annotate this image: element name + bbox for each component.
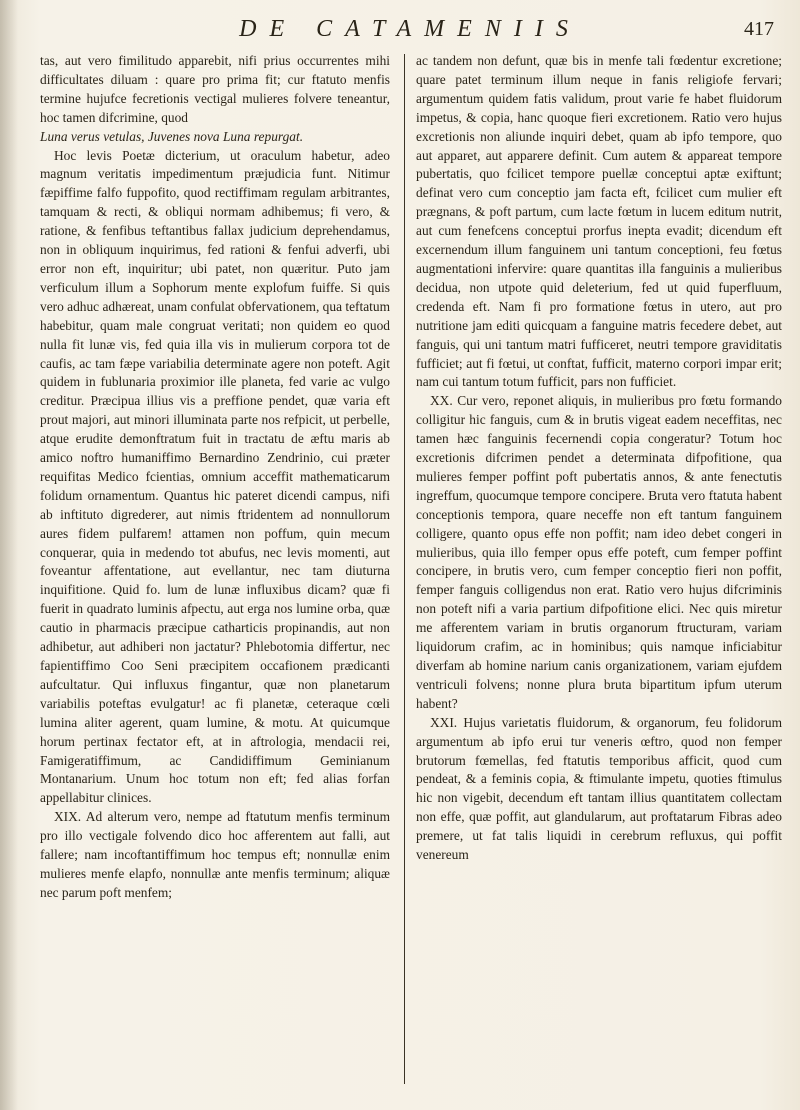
paragraph: XIX. Ad alterum vero, nempe ad ftatutum menfis terminum pro illo vectigale folvendo dico hoc afferentem aut falli, aut fallere; nam incoftantiffimum hoc tempus eft; nonnullæ enim mulieres menfe elapfo, nonnullæ ante menfis terminum; aliquæ nec parum poft menfem; bbox=[40, 809, 390, 900]
running-title: DE CATAMENIIS bbox=[239, 16, 581, 42]
page-number: 417 bbox=[744, 18, 774, 40]
paragraph: ac tandem non defunt, quæ bis in menfe tali fœdentur excretione; quare patet terminum illum neque in fanis religiofe fervari; argumentum quidem fatis validum, prout varie fe habet fluidorum impetus, & copia, hanc quoque fieri excretionem. Ratio vero hujus excretionis non aliunde inquiri debet, quam ab ipfo tempore, quo aut apparet, aut apparere definit. Cum autem & appareat tempore pubertatis, quo fcilicet tempore puellæ conceptui aptæ exiftunt; definat vero cum conceptio jam facta eft, fcilicet cum mulier eft prægnans, & poft partum, cum lacte fœtum in lucem editum nutrit, aut cum fenefcens conceptui prorfus inepta evadit; dicendum eft excernendum illum fanguinem uni tantum conceptioni, feu fœtus augmentationi infervire: quare quantitas illa fanguinis a mulieribus decidua, non utpote quid deleterium, fed ut quid fuperfluum, credenda eft. Nam fi pro formatione fœtus in utero, aut pro nutritione jam editi quicquam a fanguine matris fecedere debet, aut fanguis, qui uni tantum matri fufficeret, neutri tempore graviditatis fufficiet; aut fi fœtui, ut conftat, fufficit, materno corpori impar erit; nam cui tantum totum fufficit, pars non fufficiet. bbox=[416, 53, 782, 390]
paragraph: XX. Cur vero, reponet aliquis, in mulieribus pro fœtu formando colligitur hic fanguis, cum & in brutis vigeat eadem neceffitas, nec tamen hæc fanguinis fecernendi copia congeratur? Totum hoc excretionis difcrimen pendet a determinata difpofitione, qua mulieres femper poffint poft pubertatis annos, & ante fenectutis ingreffum, quocumque tempore concipere. Bruta vero ftatuta habent conceptionis tempora, quare neceffe non eft tantum fanguinem colligere, quanto opus effe non poffit; nam ideo debet congeri in mulieribus, quia illo femper opus effe poteft, cum femper poffint concipere, in brutis vero, cum femper conceptio fieri non poffit, femper fanguis colligendus non erat. Ratio vero hujus difcriminis non poteft nifi a varia partium difpofitione elici. Nec quis miretur me afferentem variam in brutis organorum ftructuram, variam liquidorum crafim, ac in hominibus; quis namque inficiabitur diverfam ab homine narium canis organizationem, variam ejufdem ventriculi folvens; nonne plura bruta bipartitum ipfum uterum habent? bbox=[416, 393, 782, 711]
paragraph: tas, aut vero fimilitudo apparebit, nifi prius occurrentes mihi difficultates diluam : quare pro prima fit; cur ftatuto menfis termine hujufce fecretionis vectigal mulieres folvere teneantur, hoc tamen difcrimine, quod bbox=[40, 53, 390, 125]
left-column bbox=[40, 52, 390, 903]
gutter-shadow bbox=[0, 0, 18, 1110]
page-header bbox=[40, 10, 780, 50]
column-divider bbox=[404, 54, 405, 1084]
paragraph: XXI. Hujus varietatis fluidorum, & organorum, feu folidorum argumentum ab ipfo erui tur veneris œftro, quod non femper brutorum fœmellas, fed ftatutis temporibus afficit, quod cum pendeat, & a feminis copia, & ftimulante impetu, quoties ftimulus hic non vigebit, decendum eft tantam illius quantitatem collectam non effe, quæ poffit, aut glandularum, aut proftatarum Fibras adeo premere, ut fat talis liquidi in cerebrum refluxus, qui poffit venereum bbox=[416, 714, 782, 863]
section-heading: Luna verus vetulas, Juvenes nova Luna repurgat. bbox=[40, 128, 304, 144]
right-column bbox=[416, 52, 782, 865]
paragraph: Hoc levis Poetæ dicterium, ut oraculum habetur, adeo magnum veritatis impedimentum præjudicia funt. Nitimur fæpiffime falfo fuppofito, quod rectiffimam regulam arbitrantes, tamquam & recti, & obliqui normam adhibemus; fi vero, & ratione, & fenfibus teftantibus fallax judicium deprehendamus, non in obliquum inquirimus, fed rationi & fenfui adverfi, ubi error non eft, inquiritur; ubi patet, non quæritur. Puto jam verficulum illum a Sophorum mente explofum fuiffe. Si quis vero adhuc adhæreat, unam confulat obfervationem, qua teftatum habebitur, quam male congruat veritati; non quidem eo quod nulla fit lunæ vis, fed quia illa vis in mulierum corpora tot de caufis, ac tam fæpe variabilia determinate agere non poteft. Agit quidem in fublunaria proximior ille planeta, fed varie ac vulgo creditur. Præcipua illius vis a preffione pendet, quæ varia eft prout majori, aut minori illuminata parte nos refpicit, ut perbelle, atque erudite demonftratum fuit in tractatu de æftu maris ab amico noftro humaniffimo Bernardino Zendrinio, cui præter requifitas Medico fcientias, omnium acceffit mathematicarum folidum ornamentum. Quantus hic pateret dicendi campus, nifi ab inftituto digrederer, aut nimis ftridentem ad nonnullorum aures fidem pulfarem! attamen non poffum, quin mecum conquerar, quia in medendo tot abufus, nec levis momenti, aut foveantur affentatione, aut evellantur, nec tam diuturna inquifitione. Quid fo. lum de lunæ influxibus dicam? quæ fi fuerit in quadrato luminis afpectu, aut erga nos lumine orba, quæ cautio in pharmacis præcipue catharticis propinandis, aut non adhibetur, aut adhiberi non jactatur? Phlebotomia differtur, nec fapientiffimo Coo Seni præcipitem occafionem prædicanti aufcultatur. Qui influxus fingantur, quæ non planetarum variabilis poteftas evulgatur! ac fi planetæ, ceteraque cœli lumina aliter agerent, quam lumine, & motu. At quicumque horum pertinax fectator eft, at in aftrologia, mendacii rei, Famigeratiffimum, ac Candidiffimum Geminianum Montanarium. Unum hoc totum non eft; fed alias forfan appellabitur clinices. bbox=[40, 147, 390, 806]
